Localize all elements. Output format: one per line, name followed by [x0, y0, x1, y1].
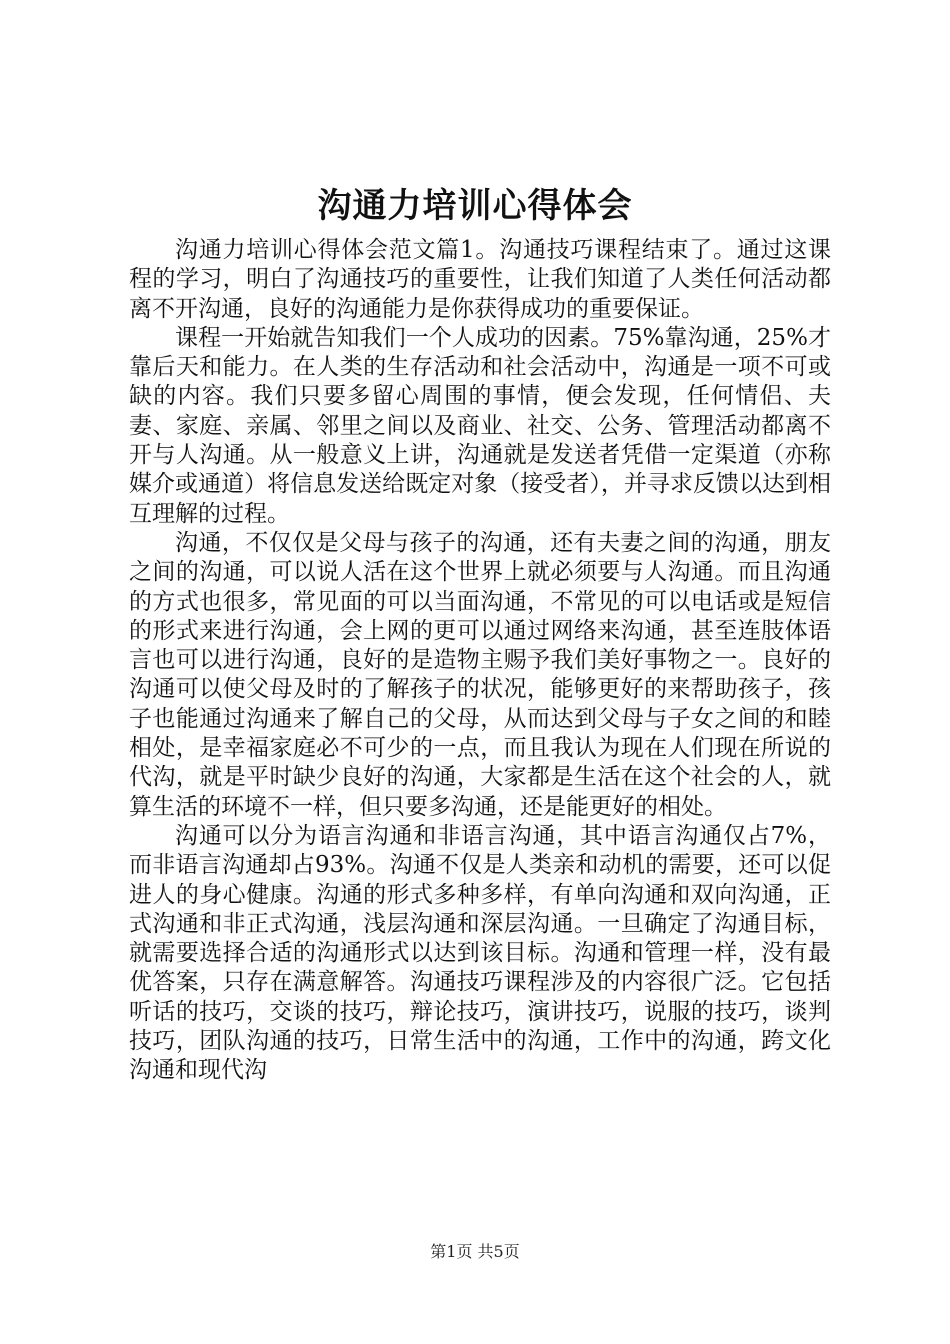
paragraph: 课程一开始就告知我们一个人成功的因素。75%靠沟通，25%才靠后天和能力。在人类的生存活动和社会活动中，沟通是一项不可或缺的内容。我们只要多留心周围的事情，便会发现，任何情侣、夫妻、家庭、亲属、邻里之间以及商业、社交、公务、管理活动都离不开与人沟通。从一般意义上讲，沟通就是发送者凭借一定渠道（亦称媒介或通道）将信息发送给既定对象（接受者），并寻求反馈以达到相互理解的过程。: [129, 324, 831, 527]
paragraph: 沟通可以分为语言沟通和非语言沟通，其中语言沟通仅占7%，而非语言沟通却占93%。沟通不仅是人类亲和动机的需要，还可以促进人的身心健康。沟通的形式多种多样，有单向沟通和双向沟通，正式沟通和非正式沟通，浅层沟通和深层沟通。一旦确定了沟通目标，就需要选择合适的沟通形式以达到该目标。沟通和管理一样，没有最优答案，只存在满意解答。沟通技巧课程涉及的内容很广泛。它包括听话的技巧，交谈的技巧，辩论技巧，演讲技巧，说服的技巧，谈判技巧，团队沟通的技巧，日常生活中的沟通，工作中的沟通，跨文化沟通和现代沟: [129, 822, 831, 1084]
document-body: [129, 236, 831, 1086]
paragraph: 沟通，不仅仅是父母与孩子的沟通，还有夫妻之间的沟通，朋友之间的沟通，可以说人活在这个世界上就必须要与人沟通。而且沟通的方式也很多，常见面的可以当面沟通，不常见的可以电话或是短信的形式来进行沟通，会上网的更可以通过网络来沟通，甚至连肢体语言也可以进行沟通，良好的是造物主赐予我们美好事物之一。良好的沟通可以使父母及时的了解孩子的状况，能够更好的来帮助孩子，孩子也能通过沟通来了解自己的父母，从而达到父母与子女之间的和睦相处，是幸福家庭必不可少的一点，而且我认为现在人们现在所说的代沟，就是平时缺少良好的沟通，大家都是生活在这个社会的人，就算生活的环境不一样，但只要多沟通，还是能更好的相处。: [129, 529, 831, 820]
page-title: 沟通力培训心得体会: [317, 186, 633, 226]
paragraph: 沟通力培训心得体会范文篇1。沟通技巧课程结束了。通过这课程的学习，明白了沟通技巧的重要性，让我们知道了人类任何活动都离不开沟通，良好的沟通能力是你获得成功的重要保证。: [129, 237, 831, 322]
page-number-footer: 第1页 共5页: [430, 1242, 520, 1261]
